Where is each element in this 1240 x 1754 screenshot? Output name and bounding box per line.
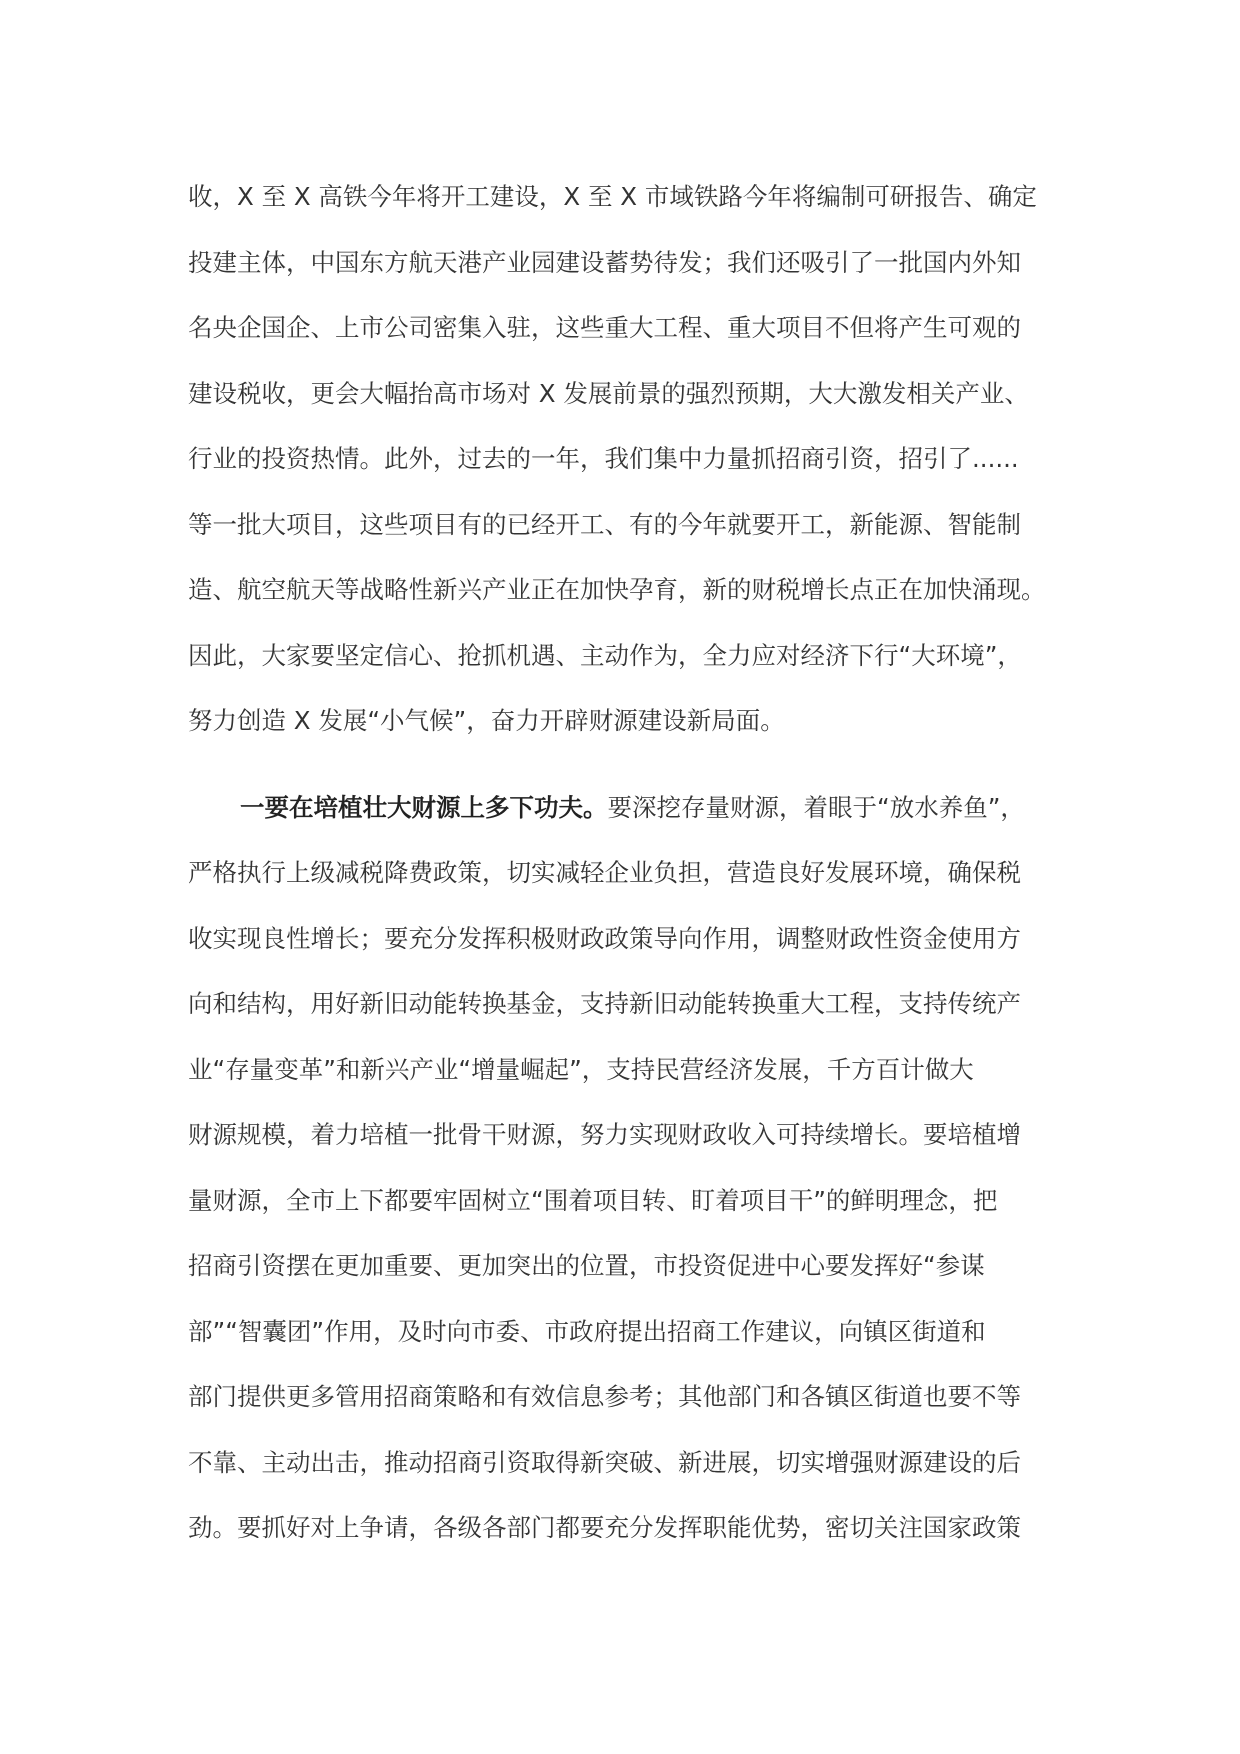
paragraph-line: 部门提供更多管用招商策略和有效信息参考；其他部门和各镇区街道也要不等: [188, 1382, 1021, 1411]
paragraph-heading: 一要在培植壮大财源上多下功夫。: [240, 792, 608, 822]
paragraph-line: 建设税收，更会大幅抬高市场对 X 发展前景的强烈预期，大大激发相关产业、: [188, 378, 1029, 408]
paragraph-line: 努力创造 X 发展“小气候”，奋力开辟财源建设新局面。: [188, 706, 785, 735]
paragraph-line: 招商引资摆在更加重要、更加突出的位置，市投资促进中心要发挥好“参谋: [188, 1251, 985, 1280]
paragraph-line: 名央企国企、上市公司密集入驻，这些重大工程、重大项目不但将产生可观的: [188, 313, 1021, 342]
paragraph-line: 部”“智囊团”作用，及时向市委、市政府提出招商工作建议，向镇区街道和: [188, 1316, 986, 1346]
paragraph-line: 行业的投资热情。此外，过去的一年，我们集中力量抓招商引资，招引了......: [188, 444, 1019, 473]
paragraph-line: 造、航空航天等战略性新兴产业正在加快孕育，新的财税增长点正在加快涌现。: [188, 575, 1046, 604]
paragraph-line: 严格执行上级减税降费政策，切实减轻企业负担，营造良好发展环境，确保税: [188, 858, 1021, 887]
paragraph-first-line: [188, 775, 1068, 841]
paragraph-line: 劲。要抓好对上争请，各级各部门都要充分发挥职能优势，密切关注国家政策: [188, 1513, 1021, 1542]
paragraph-line: 收实现良性增长；要充分发挥积极财政政策导向作用，调整财政性资金使用方: [188, 923, 1021, 953]
paragraph-line: 不靠、主动出击，推动招商引资取得新突破、新进展，切实增强财源建设的后: [188, 1447, 1021, 1477]
paragraph-2: [188, 775, 1068, 1561]
paragraph-first-line-text: 要深挖存量财源，着眼于“放水养鱼”，: [607, 792, 1025, 822]
paragraph-spacer: [188, 754, 1068, 775]
paragraph-line: 财源规模，着力培植一批骨干财源，努力实现财政收入可持续增长。要培植增: [188, 1120, 1021, 1149]
paragraph-line: 因此，大家要坚定信心、抢抓机遇、主动作为，全力应对经济下行“大环境”，: [188, 640, 1022, 670]
paragraph-line: 收，X 至 X 高铁今年将开工建设，X 至 X 市域铁路今年将编制可研报告、确定: [188, 182, 1037, 211]
paragraph-line: 向和结构，用好新旧动能转换基金，支持新旧动能转换重大工程，支持传统产: [188, 989, 1021, 1018]
paragraph-1: [188, 164, 1068, 754]
paragraph-line: 业“存量变革”和新兴产业“增量崛起”，支持民营经济发展，千方百计做大: [188, 1054, 974, 1084]
paragraph-line: 等一批大项目，这些项目有的已经开工、有的今年就要开工，新能源、智能制: [188, 509, 1021, 539]
paragraph-line: 投建主体，中国东方航天港产业园建设蓄势待发；我们还吸引了一批国内外知: [188, 247, 1021, 277]
document-body: [188, 164, 1068, 1561]
paragraph-line: 量财源，全市上下都要牢固树立“围着项目转、盯着项目干”的鲜明理念，把: [188, 1185, 998, 1215]
